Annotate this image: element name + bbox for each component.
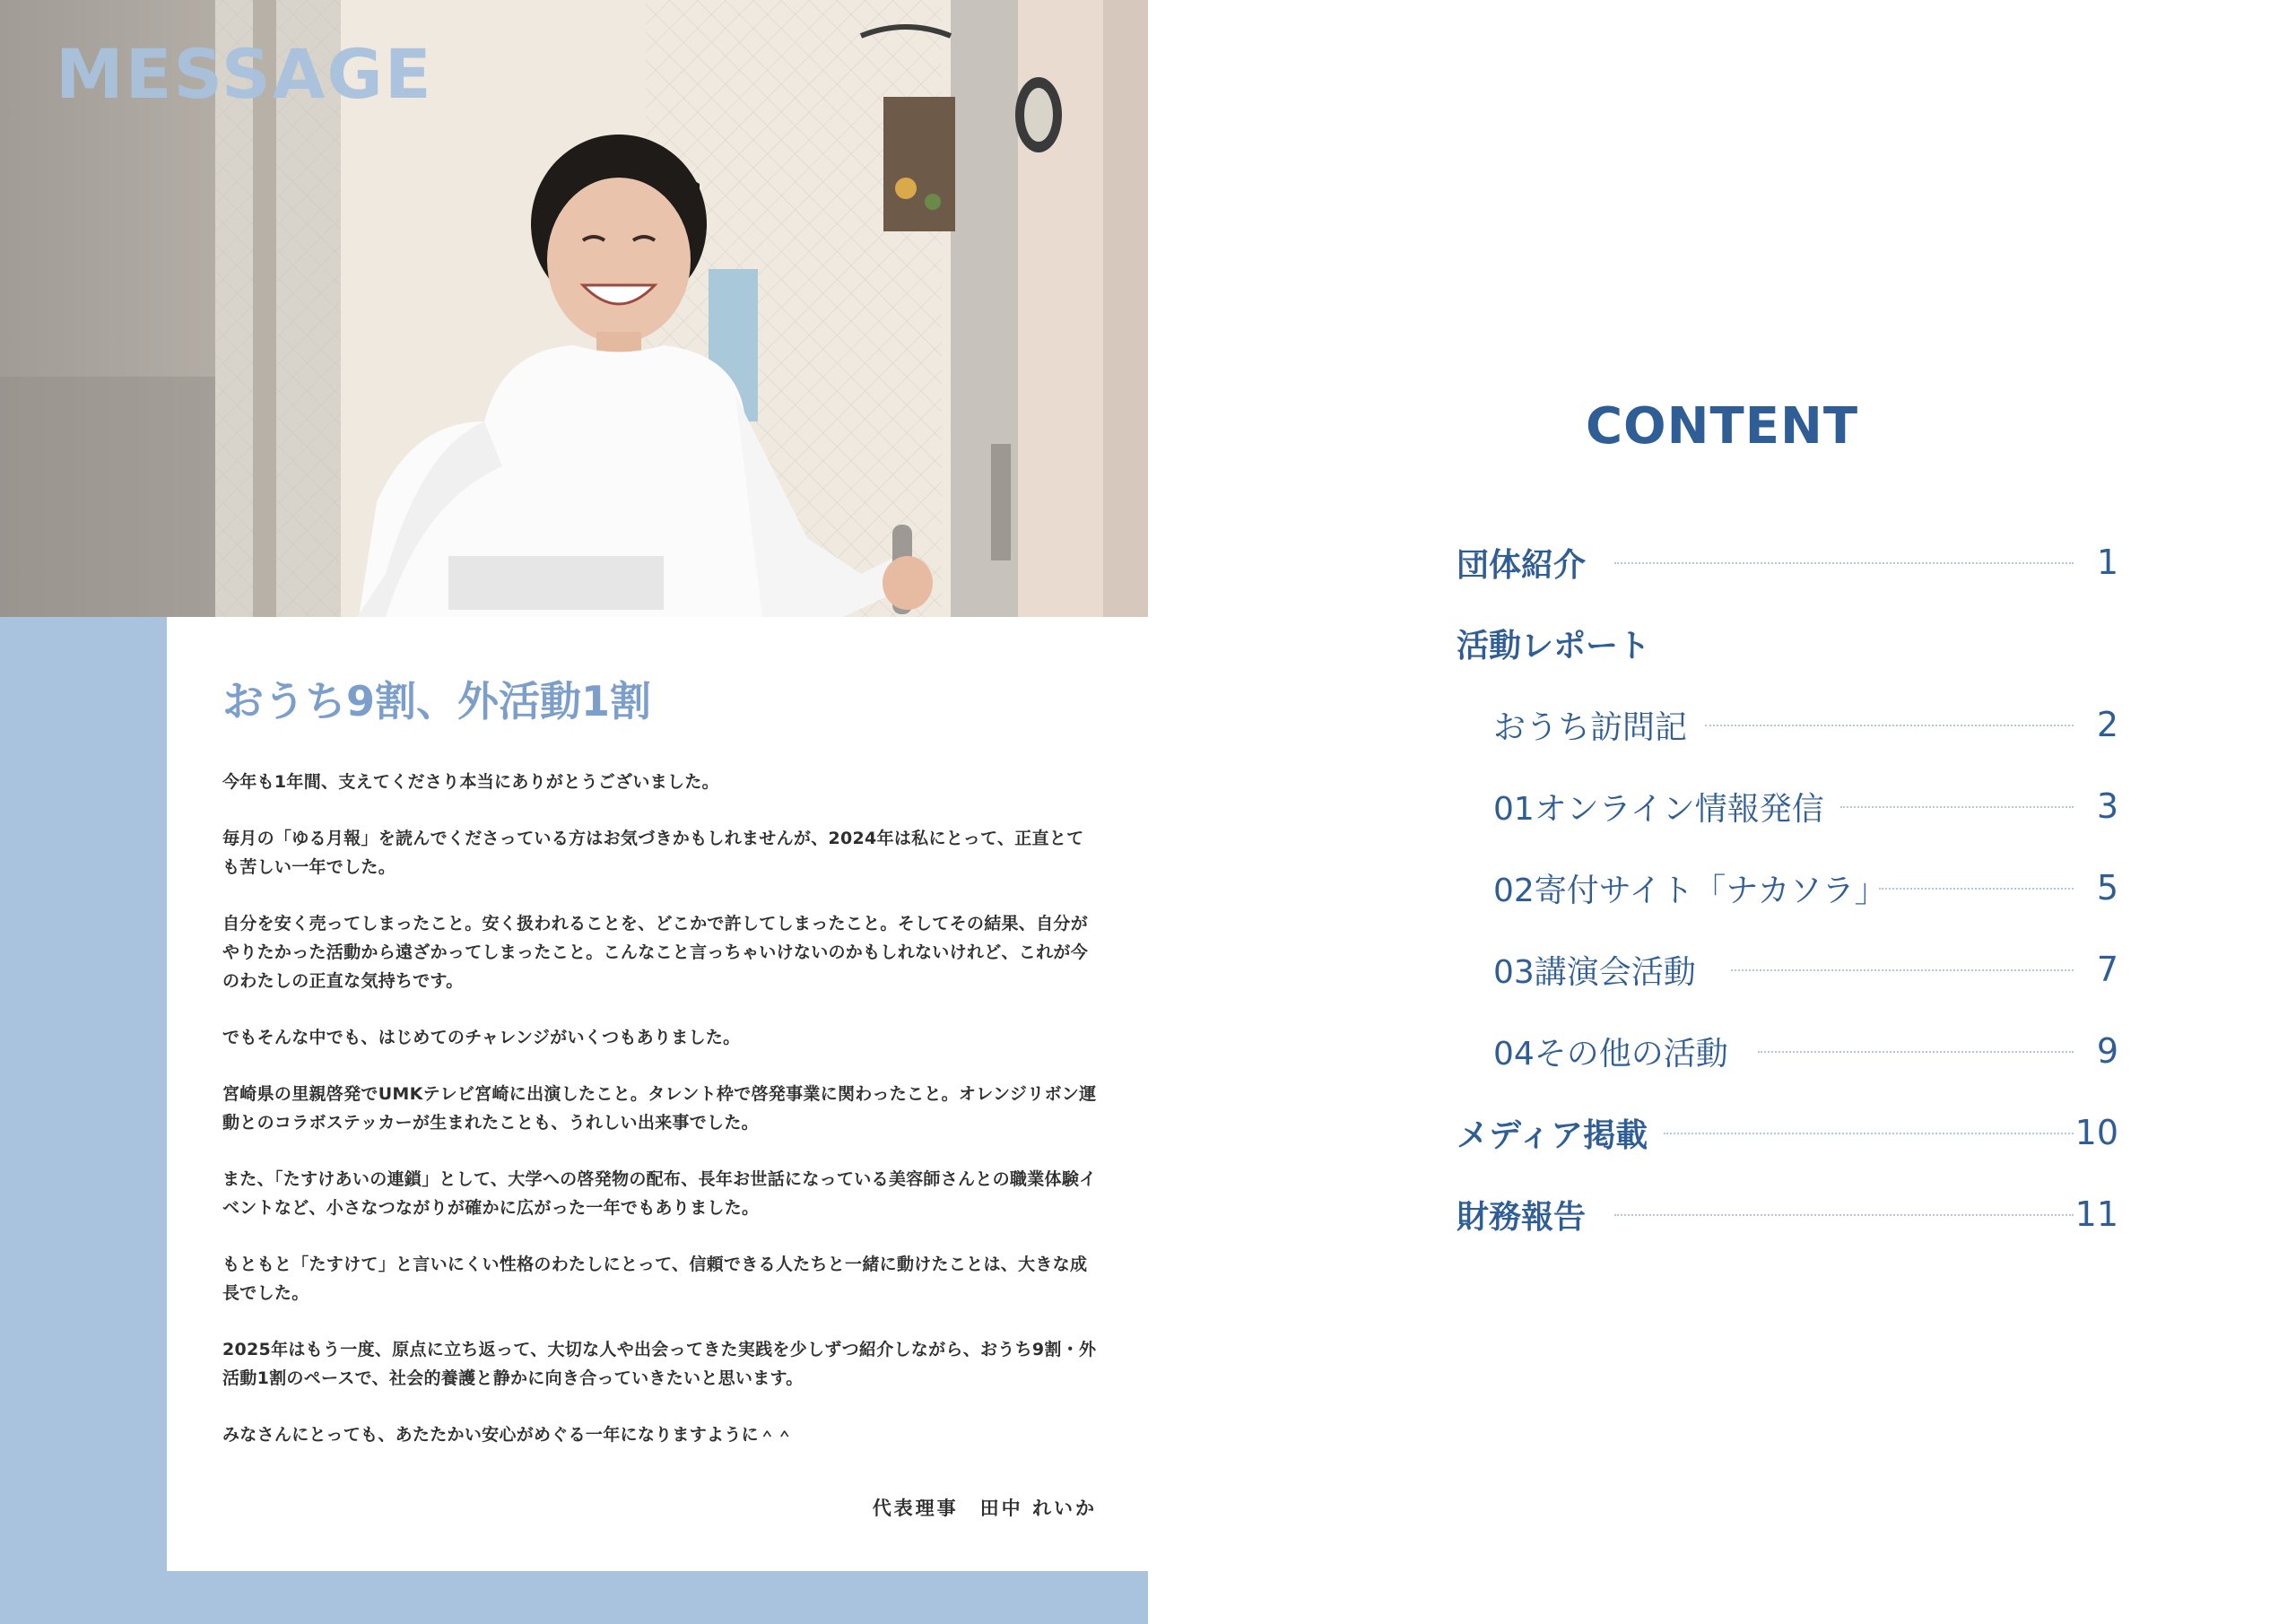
- toc-item-home-visits[interactable]: [1493, 698, 1687, 751]
- toc-item-page: 3: [2096, 786, 2118, 826]
- toc-item-online[interactable]: [1493, 779, 1824, 833]
- toc-item-label: 02寄付サイト「ナカソラ」: [1493, 872, 1887, 909]
- toc-item-label: 活動レポート: [1457, 627, 1651, 664]
- toc-item-page: 11: [2074, 1194, 2118, 1234]
- message-card: [167, 617, 1148, 1571]
- content-title: CONTENT: [1585, 397, 1859, 456]
- toc-item-financial-report[interactable]: [1457, 1187, 1586, 1241]
- toc-item-page: 7: [2096, 950, 2118, 989]
- bottom-band: [0, 1571, 1148, 1624]
- toc-item-page: 2: [2096, 705, 2118, 744]
- message-heading: MESSAGE: [56, 34, 433, 114]
- toc-item-label: おうち訪問記: [1493, 708, 1688, 746]
- message-body: [222, 768, 1097, 1477]
- toc-leader-dots: [1879, 888, 2074, 890]
- toc-item-label: 団体紹介: [1457, 546, 1587, 584]
- toc-item-lectures[interactable]: [1493, 942, 1696, 996]
- table-of-contents: [1148, 0, 2296, 1624]
- contents-page: [1148, 0, 2296, 1624]
- message-paragraph: 2025年はもう一度、原点に立ち返って、大切な人や出会ってきた実践を少しずつ紹介しながら、おうち9割・外活動1割のペースで、社会的養護と静かに向き合っていきたいと思います。: [222, 1340, 1097, 1388]
- toc-item-page: 5: [2096, 868, 2118, 908]
- toc-item-other-activities[interactable]: [1493, 1024, 1728, 1078]
- message-paragraph: 今年も1年間、支えてくださり本当にありがとうございました。: [222, 772, 719, 792]
- toc-item-label: 01オンライン情報発信: [1493, 790, 1824, 828]
- toc-item-donation-site[interactable]: [1493, 861, 1887, 915]
- toc-leader-dots: [1664, 1133, 2074, 1134]
- toc-item-label: メディア掲載: [1457, 1116, 1648, 1154]
- toc-leader-dots: [1705, 725, 2074, 726]
- toc-leader-dots: [1614, 562, 2074, 564]
- signature: 代表理事 田中 れいか: [872, 1498, 1097, 1519]
- toc-item-organization[interactable]: [1457, 535, 1586, 589]
- toc-leader-dots: [1758, 1051, 2074, 1053]
- message-paragraph: また、「たすけあいの連鎖」として、大学への啓発物の配布、長年お世話になっている美容師さんとの職業体験イベントなど、小さなつながりが確かに広がった一年でもありました。: [222, 1169, 1097, 1218]
- toc-item-label: 04その他の活動: [1493, 1035, 1728, 1073]
- message-paragraph: でもそんな中でも、はじめてのチャレンジがいくつもありました。: [222, 1028, 741, 1047]
- toc-item-page: 9: [2096, 1031, 2118, 1071]
- message-paragraph: 毎月の「ゆる月報」を読んでくださっている方はお気づきかもしれませんが、2024年は私にとって、正直とても苦しい一年でした。: [222, 829, 1084, 877]
- toc-item-label: 財務報告: [1457, 1198, 1587, 1236]
- message-paragraph: もともと「たすけて」と言いにくい性格のわたしにとって、信頼できる人たちと一緒に動けたことは、大きな成長でした。: [222, 1255, 1088, 1303]
- message-title: おうち9割、外活動1割: [222, 677, 652, 725]
- message-paragraph: みなさんにとっても、あたたかい安心がめぐる一年になりますように＾＾: [222, 1425, 794, 1445]
- toc-leader-dots: [1614, 1214, 2074, 1216]
- toc-leader-dots: [1840, 806, 2074, 808]
- message-paragraph: 自分を安く売ってしまったこと。安く扱われることを、どこかで許してしまったこと。そしてその結果、自分がやりたかった活動から遠ざかってしまったこと。こんなこと言っちゃいけないのかもしれないけれど、これが今のわたしの正直な気持ちです。: [222, 914, 1089, 991]
- toc-item-label: 03講演会活動: [1493, 953, 1696, 991]
- toc-item-page: 10: [2074, 1113, 2118, 1152]
- toc-item-activity-report[interactable]: [1457, 616, 1650, 670]
- toc-leader-dots: [1731, 969, 2074, 971]
- toc-item-page: 1: [2096, 543, 2118, 582]
- toc-item-media[interactable]: [1457, 1106, 1648, 1159]
- message-paragraph: 宮崎県の里親啓発でUMKテレビ宮崎に出演したこと。タレント枠で啓発事業に関わったこと。オレンジリボン運動とのコラボステッカーが生まれたことも、うれしい出来事でした。: [222, 1084, 1097, 1133]
